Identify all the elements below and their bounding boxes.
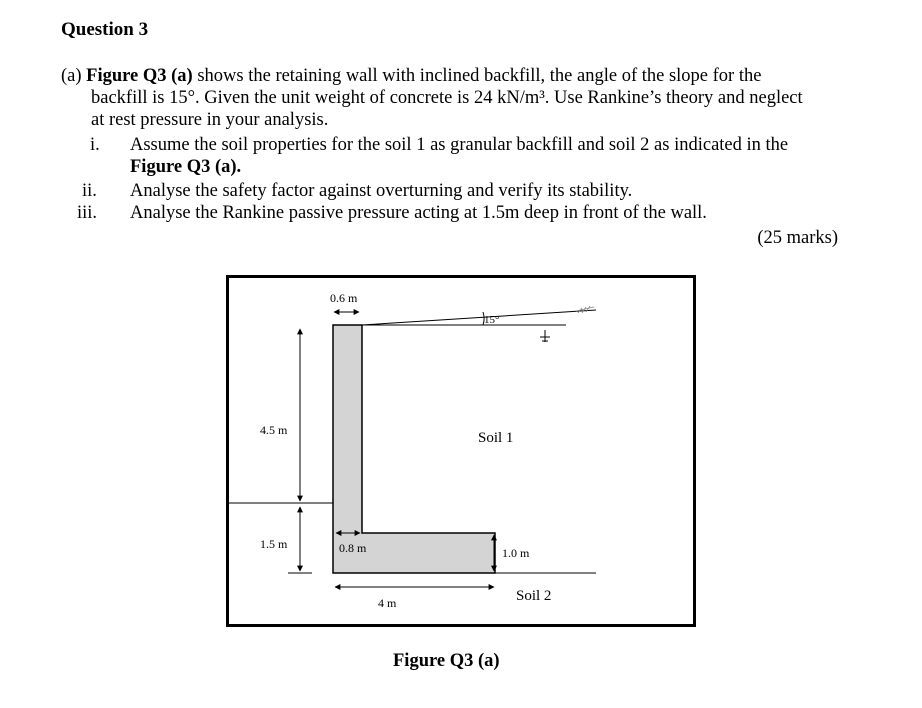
upper-height-label: 4.5 m <box>260 423 288 437</box>
part-a-label: (a) <box>61 66 82 86</box>
marks-label: (25 marks) <box>757 228 838 248</box>
lower-height-label: 1.5 m <box>260 537 288 551</box>
base-thickness-label: 1.0 m <box>502 546 530 560</box>
soil1-label: Soil 1 <box>478 430 514 446</box>
item-ii-number: ii. <box>82 181 97 201</box>
item-i-line-2: Figure Q3 (a). <box>130 157 242 177</box>
figure-caption: Figure Q3 (a) <box>393 651 500 671</box>
backfill-slope-line <box>362 310 596 325</box>
figure-reference: Figure Q3 (a) <box>86 66 193 86</box>
toe-length-label: 0.8 m <box>339 541 367 555</box>
item-iii-number: iii. <box>77 203 98 223</box>
slope-angle-label: 15° <box>484 314 500 326</box>
part-a-line-2: backfill is 15°. Given the unit weight of concrete is 24 kN/m³. Use Rankine’s theory and neglect <box>91 88 803 108</box>
part-a-line-1 <box>61 65 761 87</box>
item-i-line-1: Assume the soil properties for the soil 1 as granular backfill and soil 2 as indicated in the <box>130 135 789 155</box>
item-i-number: i. <box>90 135 100 155</box>
ground-hatch-icon <box>576 306 594 313</box>
question-title: Question 3 <box>61 19 149 40</box>
base-length-label: 4 m <box>378 596 397 610</box>
retaining-wall-figure <box>226 275 696 627</box>
retaining-wall-section <box>333 325 495 573</box>
part-a-line-3: at rest pressure in your analysis. <box>91 110 329 130</box>
soil2-label: Soil 2 <box>516 588 552 604</box>
stem-width-label: 0.6 m <box>330 291 358 305</box>
item-iii-line-1: Analyse the Rankine passive pressure acting at 1.5m deep in front of the wall. <box>130 203 707 223</box>
part-a-line-1-text: shows the retaining wall with inclined backfill, the angle of the slope for the <box>192 66 762 86</box>
water-table-icon <box>540 330 550 342</box>
item-ii-line-1: Analyse the safety factor against overturning and verify its stability. <box>130 181 633 201</box>
figure-drawing <box>226 275 696 627</box>
